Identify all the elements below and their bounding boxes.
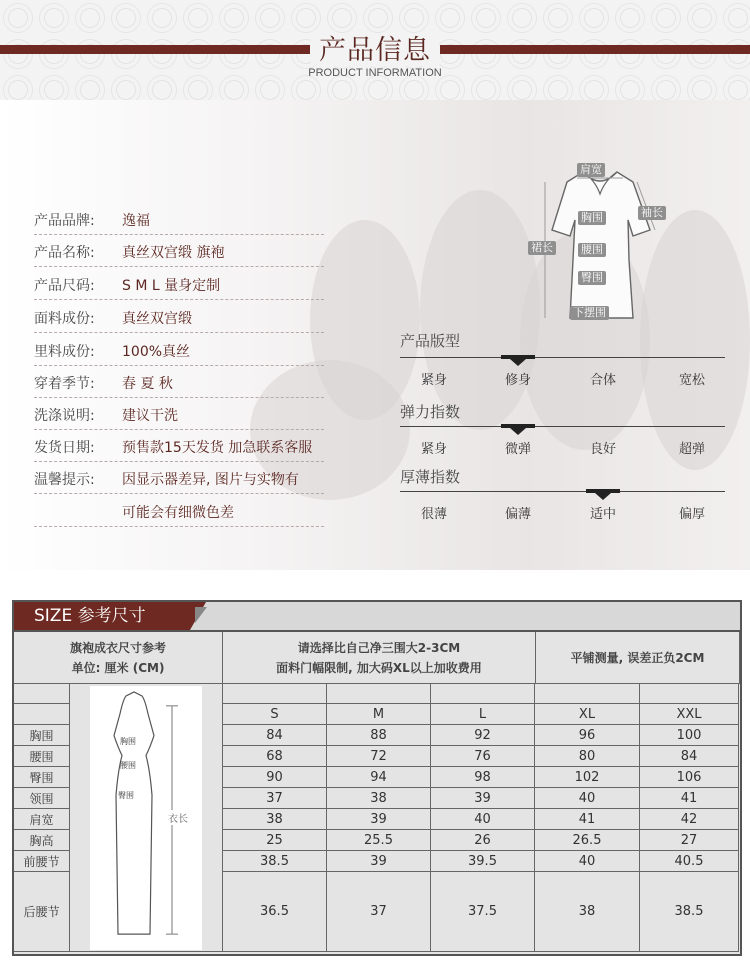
size-column-header: S [223, 704, 327, 725]
size-value-cell: 94 [327, 767, 431, 788]
size-value-cell: 38 [327, 788, 431, 809]
info-row [34, 371, 324, 398]
info-value: 可能会有细微色差 [122, 505, 234, 521]
size-table-title: SIZE 参考尺寸 [14, 602, 190, 630]
dress-label-shoulder: 肩宽 [577, 163, 605, 177]
size-column-header: XXL [640, 704, 739, 725]
info-row [34, 500, 324, 527]
size-header-middle-line2: 面料门幅限制, 加大码XL以上加收费用 [276, 660, 482, 675]
info-label: 产品品牌: [34, 213, 95, 229]
size-value-cell: 25 [223, 830, 327, 851]
dress-label-waist: 腰围 [578, 243, 606, 257]
size-value-cell: 40.5 [640, 851, 739, 872]
info-row [34, 306, 324, 333]
size-header-right: 平铺测量, 误差正负2CM [536, 632, 740, 684]
size-value-cell: 38.5 [223, 851, 327, 872]
size-value-cell: 26 [431, 830, 535, 851]
size-blank-cell [535, 684, 640, 704]
scale-option: 很薄 [420, 507, 447, 522]
info-row [34, 467, 324, 494]
size-value-cell: 84 [223, 725, 327, 746]
info-label: 穿着季节: [34, 376, 95, 392]
size-value-cell: 41 [535, 809, 640, 830]
scale-option: 紧身 [420, 373, 447, 388]
section-subtitle: PRODUCT INFORMATION [308, 67, 442, 79]
size-header-left-line1: 旗袍成衣尺寸参考 [69, 640, 166, 655]
info-value: 逸福 [122, 213, 150, 229]
size-value-cell: 37.5 [431, 872, 535, 952]
info-value: 春 夏 秋 [122, 376, 173, 392]
dress-label-hem: 下摆围 [570, 306, 609, 320]
scale-option: 紧身 [420, 442, 447, 457]
size-blank-cell [14, 704, 70, 725]
info-label: 发货日期: [34, 440, 95, 456]
header-band [0, 0, 750, 100]
size-row-label: 腰围 [14, 746, 70, 767]
size-value-cell: 39 [327, 851, 431, 872]
size-row-label: 胸围 [14, 725, 70, 746]
info-row [34, 208, 324, 235]
size-value-cell: 40 [431, 809, 535, 830]
dress-label-hip: 臀围 [578, 271, 606, 285]
size-value-cell: 96 [535, 725, 640, 746]
size-value-cell: 92 [431, 725, 535, 746]
scale-option: 宽松 [678, 373, 705, 388]
size-blank-cell [640, 684, 739, 704]
size-value-cell: 38 [223, 809, 327, 830]
size-value-cell: 84 [640, 746, 739, 767]
info-label: 温馨提示: [34, 472, 95, 488]
size-row-label: 胸高 [14, 830, 70, 851]
info-value: 因显示器差异, 图片与实物有 [122, 472, 299, 488]
size-column-header: L [431, 704, 535, 725]
info-row [34, 435, 324, 462]
size-value-cell: 76 [431, 746, 535, 767]
size-value-cell: 72 [327, 746, 431, 767]
figure-label-chest: 胸围 [120, 737, 136, 746]
size-value-cell: 25.5 [327, 830, 431, 851]
size-blank-cell [223, 684, 327, 704]
size-table-header-bar [14, 602, 740, 632]
size-value-cell: 27 [640, 830, 739, 851]
size-value-cell: 88 [327, 725, 431, 746]
scale-title: 厚薄指数 [400, 468, 461, 486]
size-value-cell: 26.5 [535, 830, 640, 851]
size-value-cell: 36.5 [223, 872, 327, 952]
size-value-cell: 102 [535, 767, 640, 788]
size-row-label: 肩宽 [14, 809, 70, 830]
scale-line [400, 426, 725, 427]
size-value-cell: 106 [640, 767, 739, 788]
size-header-left [14, 632, 223, 684]
size-value-cell: 100 [640, 725, 739, 746]
size-header-middle-line1: 请选择比自己净三围大2-3CM [297, 640, 461, 655]
size-row-label: 领围 [14, 788, 70, 809]
info-label: 里料成份: [34, 344, 95, 360]
size-value-cell: 42 [640, 809, 739, 830]
size-column-header: XL [535, 704, 640, 725]
size-row-label: 臀围 [14, 767, 70, 788]
info-value: 真丝双宫缎 旗袍 [122, 245, 225, 261]
info-label: 面料成份: [34, 311, 95, 327]
scale-selected-marker [501, 424, 535, 428]
info-row [34, 403, 324, 430]
size-value-cell: 39 [327, 809, 431, 830]
info-row [34, 240, 324, 267]
size-row-label: 后腰节 [14, 872, 70, 952]
dress-label-skirt-length: 裙长 [528, 241, 556, 255]
info-row [34, 273, 324, 300]
size-value-cell: 39.5 [431, 851, 535, 872]
size-value-cell: 39 [431, 788, 535, 809]
info-label: 产品尺码: [34, 278, 95, 294]
figure-label-length: 衣长 [168, 810, 188, 825]
info-value: 真丝双宫缎 [122, 311, 192, 327]
size-tab-corner-icon [190, 602, 214, 630]
info-value: 预售款15天发货 加急联系客服 [122, 440, 313, 456]
scale-option: 偏薄 [504, 507, 531, 522]
size-column-header: M [327, 704, 431, 725]
scale-option: 修身 [504, 373, 531, 388]
scale-line [400, 491, 725, 492]
info-row [34, 339, 324, 366]
figure-label-hip: 臀围 [118, 791, 134, 800]
scale-selected-marker [586, 489, 620, 493]
scale-option: 超弹 [678, 442, 705, 457]
info-value: 100%真丝 [122, 344, 191, 360]
info-label: 洗涤说明: [34, 408, 95, 424]
section-title: 产品信息 [0, 28, 750, 67]
dress-label-chest: 胸围 [578, 211, 606, 225]
size-value-cell: 98 [431, 767, 535, 788]
size-header-middle [223, 632, 536, 684]
info-label: 产品名称: [34, 245, 95, 261]
info-value: S M L 量身定制 [122, 278, 221, 294]
figure-label-waist: 腰围 [120, 761, 136, 770]
size-table [12, 600, 742, 956]
scale-option: 良好 [589, 442, 616, 457]
size-value-cell: 40 [535, 788, 640, 809]
size-value-cell: 37 [223, 788, 327, 809]
size-header-left-line2: 单位: 厘米 (CM) [71, 660, 165, 675]
size-value-cell: 41 [640, 788, 739, 809]
size-blank-cell [431, 684, 535, 704]
size-blank-cell [327, 684, 431, 704]
size-value-cell: 40 [535, 851, 640, 872]
scale-option: 适中 [589, 507, 616, 522]
scale-selected-marker [501, 355, 535, 359]
scale-line [400, 357, 725, 358]
size-value-cell: 38 [535, 872, 640, 952]
dress-label-sleeve: 袖长 [638, 206, 666, 220]
size-row-label: 前腰节 [14, 851, 70, 872]
scale-title: 产品版型 [400, 332, 461, 350]
size-value-cell: 37 [327, 872, 431, 952]
size-value-cell: 68 [223, 746, 327, 767]
size-value-cell: 90 [223, 767, 327, 788]
info-value: 建议干洗 [122, 408, 178, 424]
size-value-cell: 38.5 [640, 872, 739, 952]
scale-option: 合体 [589, 373, 616, 388]
size-blank-cell [14, 684, 70, 704]
scale-option: 微弹 [504, 442, 531, 457]
scale-option: 偏厚 [678, 507, 705, 522]
size-value-cell: 80 [535, 746, 640, 767]
scale-title: 弹力指数 [400, 403, 461, 421]
